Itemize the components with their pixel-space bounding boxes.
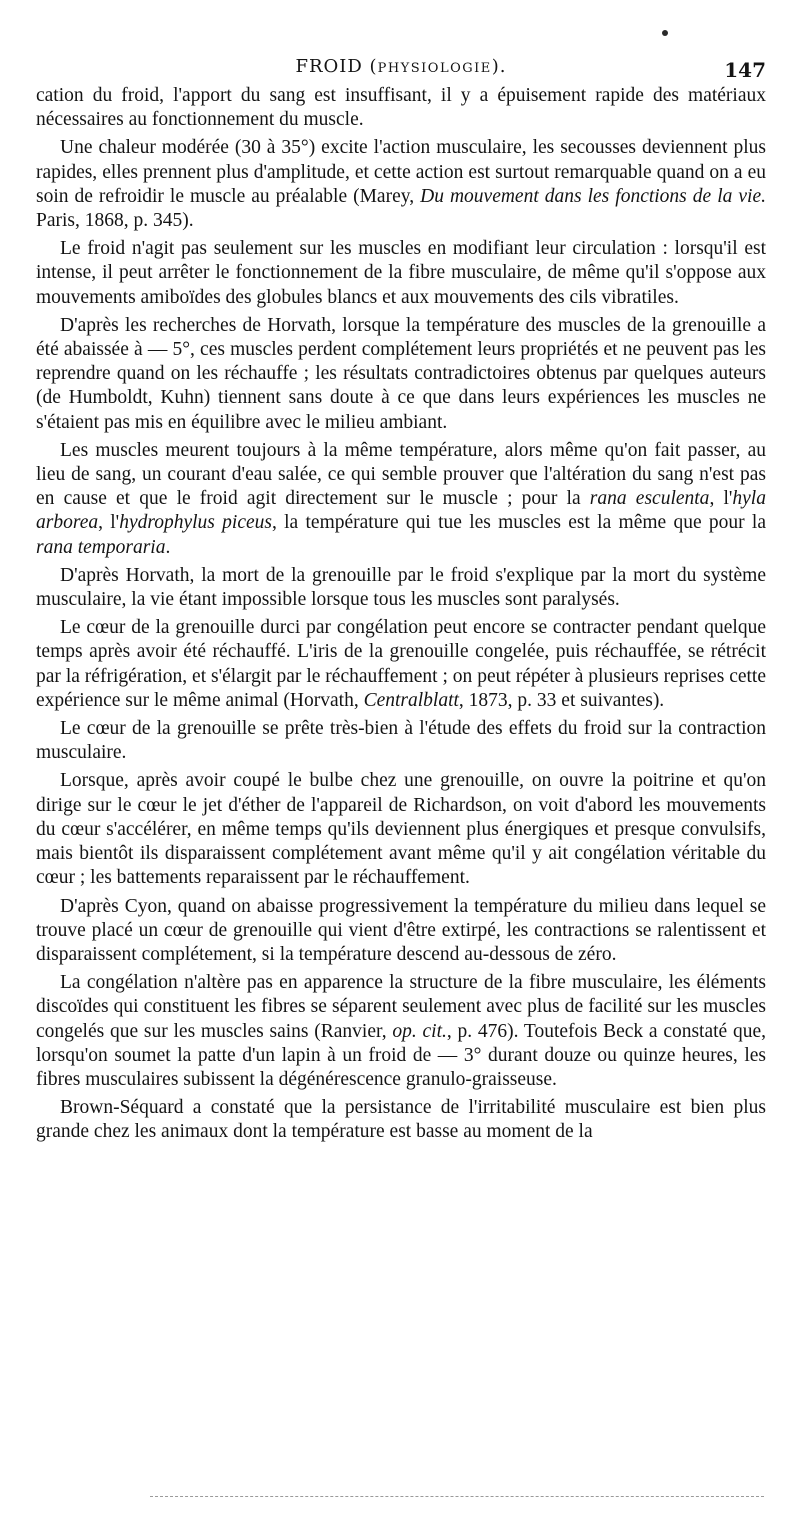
citation-title: Du mouvement dans les fonctions de la vie. <box>420 185 766 207</box>
running-title-subject: PHYSIOLOGIE <box>377 61 492 76</box>
paragraph: Le cœur de la grenouille se prête très-bien à l'étude des effets du froid sur la contraction musculaire. <box>36 718 766 764</box>
paragraph: Les muscles meurent toujours à la même température, alors même qu'on fait passer, au lieu de sang, un courant d'eau salée, ce qui semble prouver que l'altération du sang n'est pas en cause et que le froid agit directement sur le muscle ; pour la rana esculenta, l'hyla arborea, l'hydrophylus piceus, la température qui tue les muscles est la même que pour la rana temporaria. <box>36 439 766 558</box>
paragraph: Le cœur de la grenouille durci par congélation peut encore se contracter pendant quelque temps après avoir été réchauffé. L'iris de la grenouille congelée, puis réchauffée, se rétrécit par la réfrigération, et s'élargit par le réchauffement ; on peut répéter à plusieurs reprises cette expérience sur le même animal (Horvath, Centralblatt, 1873, p. 33 et suivantes). <box>36 617 766 711</box>
paragraph: Lorsque, après avoir coupé le bulbe chez une grenouille, on ouvre la poitrine et qu'on dirige sur le cœur le jet d'éther de l'appareil de Richardson, on voit d'abord les mouvements du cœur s'accélérer, en même temps qu'ils deviennent plus énergiques et presque convulsifs, mais bientôt ils disparaissent complétement avant même qu'il y ait congélation véritable du cœur ; les battements reparaissent par le réchauffement. <box>36 770 766 889</box>
body-text <box>36 84 766 1149</box>
ink-speck <box>662 30 668 36</box>
paragraph: Une chaleur modérée (30 à 35°) excite l'action musculaire, les secousses deviennent plus rapides, elles prennent plus d'amplitude, et cette action est surtout remarquable quand on a eu soin de refroidir le muscle au préalable (Marey, Du mouvement dans les fonctions de la vie. Paris, 1868, p. 345). <box>36 137 766 232</box>
paragraph: D'après Cyon, quand on abaisse progressivement la température du milieu dans lequel se trouve placé un cœur de grenouille qui vient d'être extirpé, les contractions se ralentissent et disparaissent complétement, si la température descend au-dessous de zéro. <box>36 895 766 965</box>
species-name: rana esculenta <box>589 488 710 510</box>
citation-title: Centralblatt <box>363 689 459 711</box>
running-header <box>36 56 766 86</box>
paragraph: La congélation n'altère pas en apparence la structure de la fibre musculaire, les éléments discoïdes qui constituent les fibres se séparent seulement avec plus de facilité sur les muscles congelés que sur les muscles sains (Ranvier, op. cit., p. 476). Toutefois Beck a constaté que, lorsqu'on soumet la patte d'un lapin à un froid de — 3° durant douze ou quinze heures, les fibres musculaires subissent la dégénérescence granulo-graisseuse. <box>36 972 766 1090</box>
paragraph: D'après les recherches de Horvath, lorsque la température des muscles de la grenouille a été abaissée à — 5°, ces muscles perdent complétement leurs propriétés et ne peuvent pas les reprendre quand on les réchauffe ; les résultats contradictoires obtenus par quelques auteurs (de Humboldt, Kuhn) tiennent sans doute à ce que dans leurs expériences les muscles ne s'étaient pas mis en équilibre avec le milieu ambiant. <box>36 314 766 433</box>
running-title: FROID (PHYSIOLOGIE). <box>295 56 507 77</box>
paragraph: Brown-Séquard a constaté que la persistance de l'irritabilité musculaire est bien plus grande chez les animaux dont la température est basse au moment de la <box>36 1097 766 1143</box>
species-name: rana temporaria <box>36 536 166 558</box>
paragraph: cation du froid, l'apport du sang est insuffisant, il y a épuisement rapide des matériaux nécessaires au fonctionnement du muscle. <box>36 85 766 131</box>
paragraph: Le froid n'agit pas seulement sur les muscles en modifiant leur circulation : lorsqu'il est intense, il peut arrêter le fonctionnement de la fibre musculaire, de même qu'il s'oppose aux mouvements amiboïdes des globules blancs et aux mouvements des cils vibratiles. <box>36 238 766 308</box>
paragraph: D'après Horvath, la mort de la grenouille par le froid s'explique par la mort du système musculaire, la vie étant impossible lorsque tous les muscles sont paralysés. <box>36 564 766 611</box>
page-number: 147 <box>724 58 766 82</box>
citation-abbrev: op. cit. <box>392 1020 447 1042</box>
footer-rule <box>150 1496 764 1497</box>
species-name: hyla arborea <box>36 488 766 534</box>
species-name: hydrophylus piceus <box>119 512 272 534</box>
